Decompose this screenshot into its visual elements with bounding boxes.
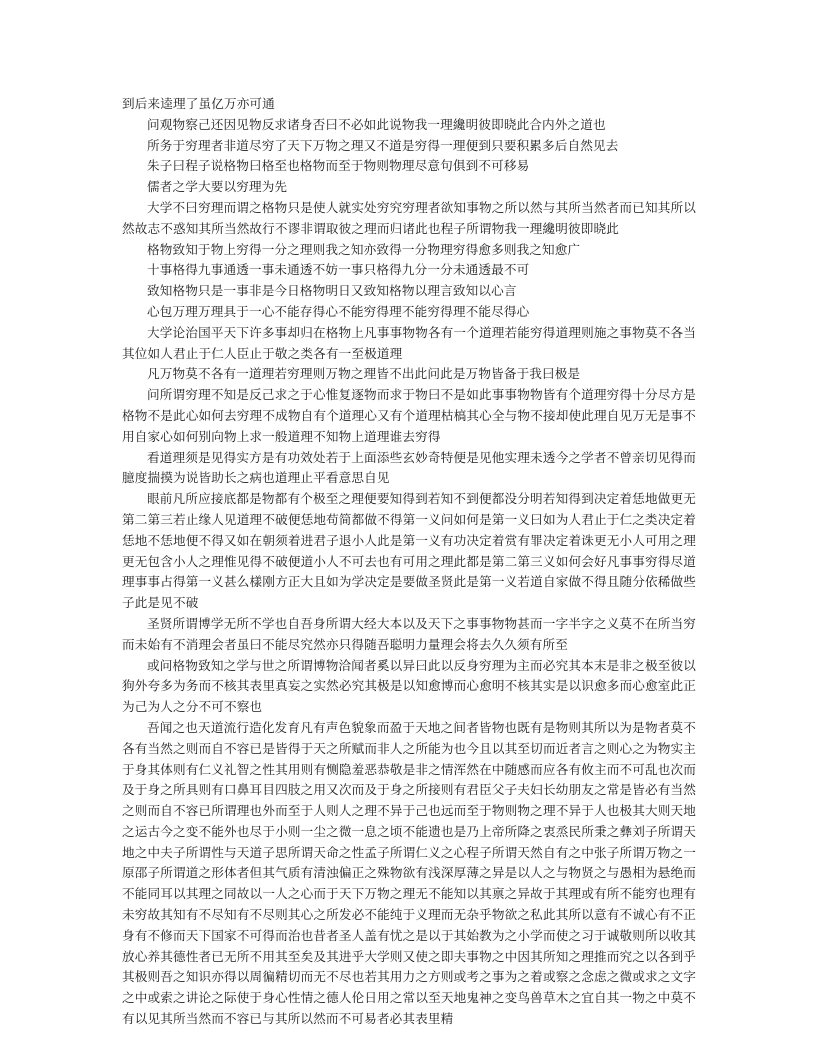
paragraph: 或问格物致知之学与世之所谓博物洽闻者奚以异曰此以反身穷理为主而必究其本末是非之极至彼以狗外夸多为务而不核其表里真妄之实然必究其极是以知愈博而心愈明不核其实是以识愈多而心愈室此正为己为人之分不可不察也 — [122, 657, 696, 715]
paragraph: 到后来逵理了虽亿万亦可通 — [122, 96, 275, 111]
paragraph: 大学论治国平天下许多事却归在格物上凡事事物物各有一个道理若能穷得道理则施之事物莫不各当其位如人君止于仁人臣止于敬之类各有一至极道理 — [122, 324, 696, 361]
paragraph: 致知格物只是一事非是今日格物明日又致知格物以理言致知以心言 — [147, 283, 517, 299]
paragraph: 格物致知于物上穷得一分之理则我之知亦致得一分物理穷得愈多则我之知愈广 — [147, 241, 581, 257]
paragraph: 十事格得九事通透一事未通透不妨一事只格得九分一分未通透最不可 — [147, 262, 530, 278]
paragraph: 眼前凡所应接底都是物都有个极至之理便要知得到若知不到便都没分明若知得到决定着恁地做更无第二第三若止缘人见道理不破便恁地苟简都做不得第一义问如何是第一义曰如为人君止于仁之类决定着恁地不恁地便不得又如在朝须着进君子退小人此是第一义有功决定着赏有罪决定着诛更无小人可用之理更无包含小人之理惟见得不破便道小人不可去也有可用之理此都是第二第三义如何会好凡事事穷得尽道理事事占得第一义甚么樣刚方正大且如为学决定是要做圣贤此是第一义若道自家做不得且随分依稀做些子此是见不破 — [122, 491, 696, 611]
paragraph: 圣贤所谓博学无所不学也自吾身所谓大经大本以及天下之事事物物甚而一字半字之义莫不在所当穷而未始有不消理会者虽曰不能尽究然亦只得随吾聪明力量理会将去久久须有所至 — [122, 615, 696, 652]
document-page — [122, 94, 696, 1030]
paragraph: 问所谓穷理不知是反己求之于心惟复逐物而求于物曰不是如此事事物物皆有个道理穷得十分尽方是格物不是此心如何去穷理不成物自有个道理心又有个道理枯槁其心全与物不接却使此理自见万无是事不用自家心如何别向物上求一般道理不知物上道理谁去穷得 — [122, 387, 696, 444]
paragraph: 凡万物莫不各有一道理若穷理则万物之理皆不出此问此是万物皆备于我曰极是 — [147, 366, 581, 382]
paragraph: 所务于穷理者非道尽穷了天下万物之理又不道是穷得一理便到只要积累多后自然见去 — [147, 137, 619, 153]
paragraph: 大学不曰穷理而谓之格物只是使人就实处穷究穷理者欲知事物之所以然与其所当然者而已知其所以然故志不惑知其所当然故行不谬非谓取彼之理而归诸此也程子所谓物我一理纔明彼即晓此 — [122, 199, 696, 236]
paragraph: 儒者之学大要以穷理为先 — [147, 179, 288, 195]
paragraph: 看道理须是见得实方是有功效处若于上面添些玄妙奇特便是见他实理未透今之学者不曾亲切见得而臆度揣摸为说皆助长之病也道理止平看意思自见 — [122, 449, 696, 486]
paragraph: 心包万理万理具于一心不能存得心不能穷得理不能穷得理不能尽得心 — [147, 303, 530, 319]
paragraph: 吾闻之也天道流行造化发育凡有声色貌象而盈于天地之间者皆物也既有是物则其所以为是物者莫不各有当然之则而自不容已是皆得于天之所赋而非人之所能为也今且以其至切而近者言之则心之为物实主于身其体则有仁义礼智之性其用则有恻隐羞恶恭敬是非之情浑然在中随感而应各有攸主而不可乱也次而及于身之所具则有口鼻耳目四肢之用又次而及于身之所接则有君臣父子夫妇长幼朋友之常是皆必有当然之则而自不容已所谓理也外而至于人则人之理不异于己也远而至于物则物之理不异于人也极其大则天地之运古今之变不能外也尽于小则一尘之微一息之顷不能遗也是乃上帝所降之衷烝民所秉之彝刘子所谓天地之中夫子所谓性与天道子思所谓天命之性孟子所谓仁义之心程子所谓天然自有之中张子所谓万物之一原邵子所谓道之形体者但其气质有清浊偏正之殊物欲有浅深厚薄之异是以人之与物贤之与愚相为悬绝而不能同耳以其理之同故以一人之心而于天下万物之理无不能知以其禀之异故于其理或有所不能穷也理有未穷故其知有不尽知有不尽则其心之所发必不能纯于义理而无杂乎物欲之私此其所以意有不诚心有不正身有不修而天下国家不可得而治也昔者圣人盖有忧之是以于其始教为之小学而使之习于诚敬则所以收其放心养其德性者已无所不用其至矣及其进乎大学则又使之即夫事物之中因其所知之理推而究之以各到乎其极则吾之知识亦得以周徧精切而无不尽也若其用力之方则或考之事为之着或察之念虑之微或求之文字之中或索之讲论之际使于身心性情之德人伦日用之常以至天地鬼神之变鸟兽草木之宜自其一物之中莫不有以见其所当然而不容已与其所以然而不可易者必其表里精 — [122, 719, 696, 1027]
paragraph: 朱子曰程子说格物曰格至也格物而至于物则物理尽意句俱到不可移易 — [147, 158, 530, 174]
paragraph: 问观物察己还因见物反求诸身否曰不必如此说物我一理纔明彼即晓此合内外之道也 — [147, 116, 606, 132]
